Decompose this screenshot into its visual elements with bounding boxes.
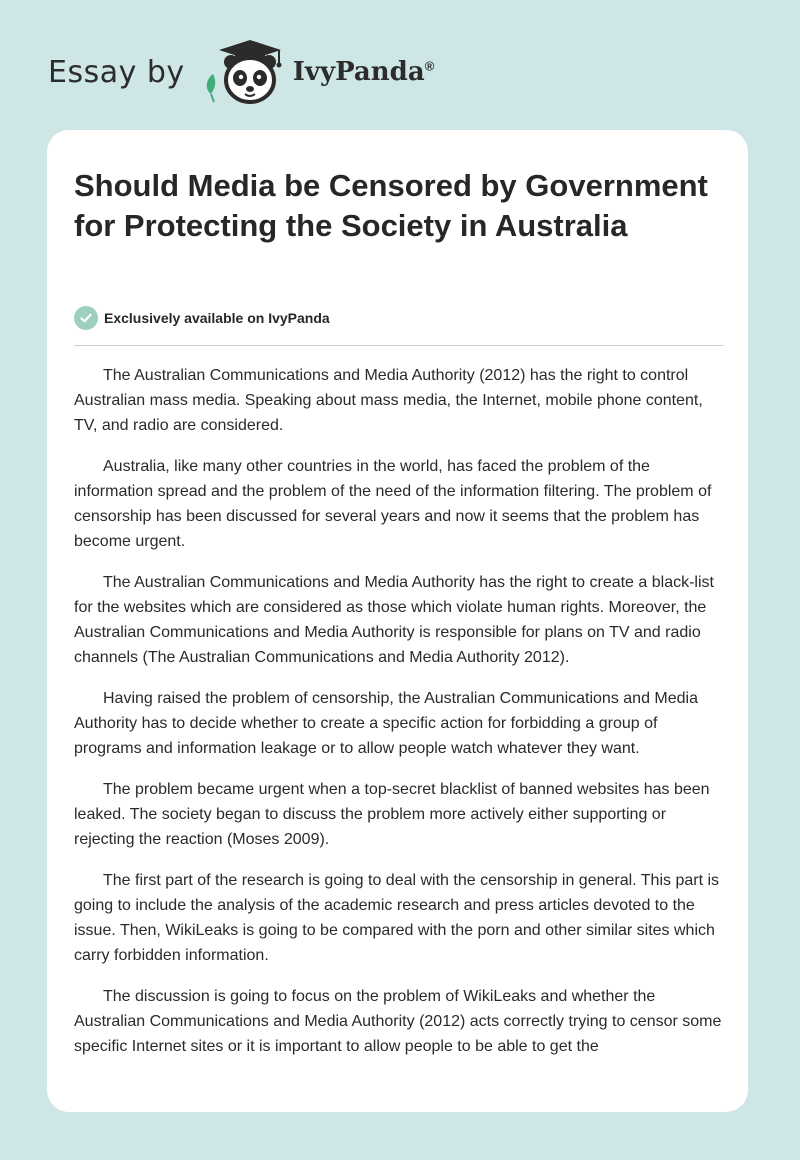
brand-prefix: Essay by [48,54,185,90]
essay-paragraph: Having raised the problem of censorship, the Australian Communications and Media Authority has to decide whether to create a specific action for forbidding a group of programs and information leakage or to allow people watch whatever they want. [74,690,698,757]
brand-name [293,57,435,87]
essay-card [47,130,748,1112]
essay-paragraph: The first part of the research is going to deal with the censorship in general. This part is going to include the analysis of the academic research and press articles devoted to the issue. Then, WikiLeaks is going to be compared with the porn and other similar sites which carry forbidden information. [74,872,720,964]
essay-paragraph: The discussion is going to focus on the problem of WikiLeaks and whether the Australian Communications and Media Authority (2012) acts correctly trying to censor some specific Internet sites or it is important to allow people to be able to get the [74,988,722,1055]
registered-mark: ® [424,58,435,74]
essay-title: Should Media be Censored by Government for Protecting the Society in Australia [74,168,708,243]
brand-header [48,36,434,108]
exclusive-badge [74,306,330,330]
title-divider [74,345,724,346]
brand-name-text: IvyPanda [292,57,425,87]
panda-graduate-logo-icon [199,36,291,108]
check-circle-icon [74,306,98,330]
essay-body [74,363,724,1075]
essay-paragraph: The Australian Communications and Media Authority (2012) has the right to control Australian mass media. Speaking about mass media, the Internet, mobile phone content, TV, and radio are considered. [74,367,703,434]
essay-paragraph: The problem became urgent when a top-secret blacklist of banned websites has been leaked. The society began to discuss the problem more actively either supporting or rejecting the reaction (Moses 2009). [74,781,710,848]
essay-paragraph: The Australian Communications and Media Authority has the right to create a black-list for the websites which are considered as those which violate human rights. Moreover, the Australian Communications and Media Authority is responsible for plans on TV and radio channels (The Australian Communications and Media Authority 2012). [74,574,714,666]
exclusive-label: Exclusively available on IvyPanda [104,310,330,326]
essay-paragraph: Australia, like many other countries in the world, has faced the problem of the information spread and the problem of the need of the information filtering. The problem of censorship has been discussed for several years and now it seems that the problem has become urgent. [74,458,712,550]
